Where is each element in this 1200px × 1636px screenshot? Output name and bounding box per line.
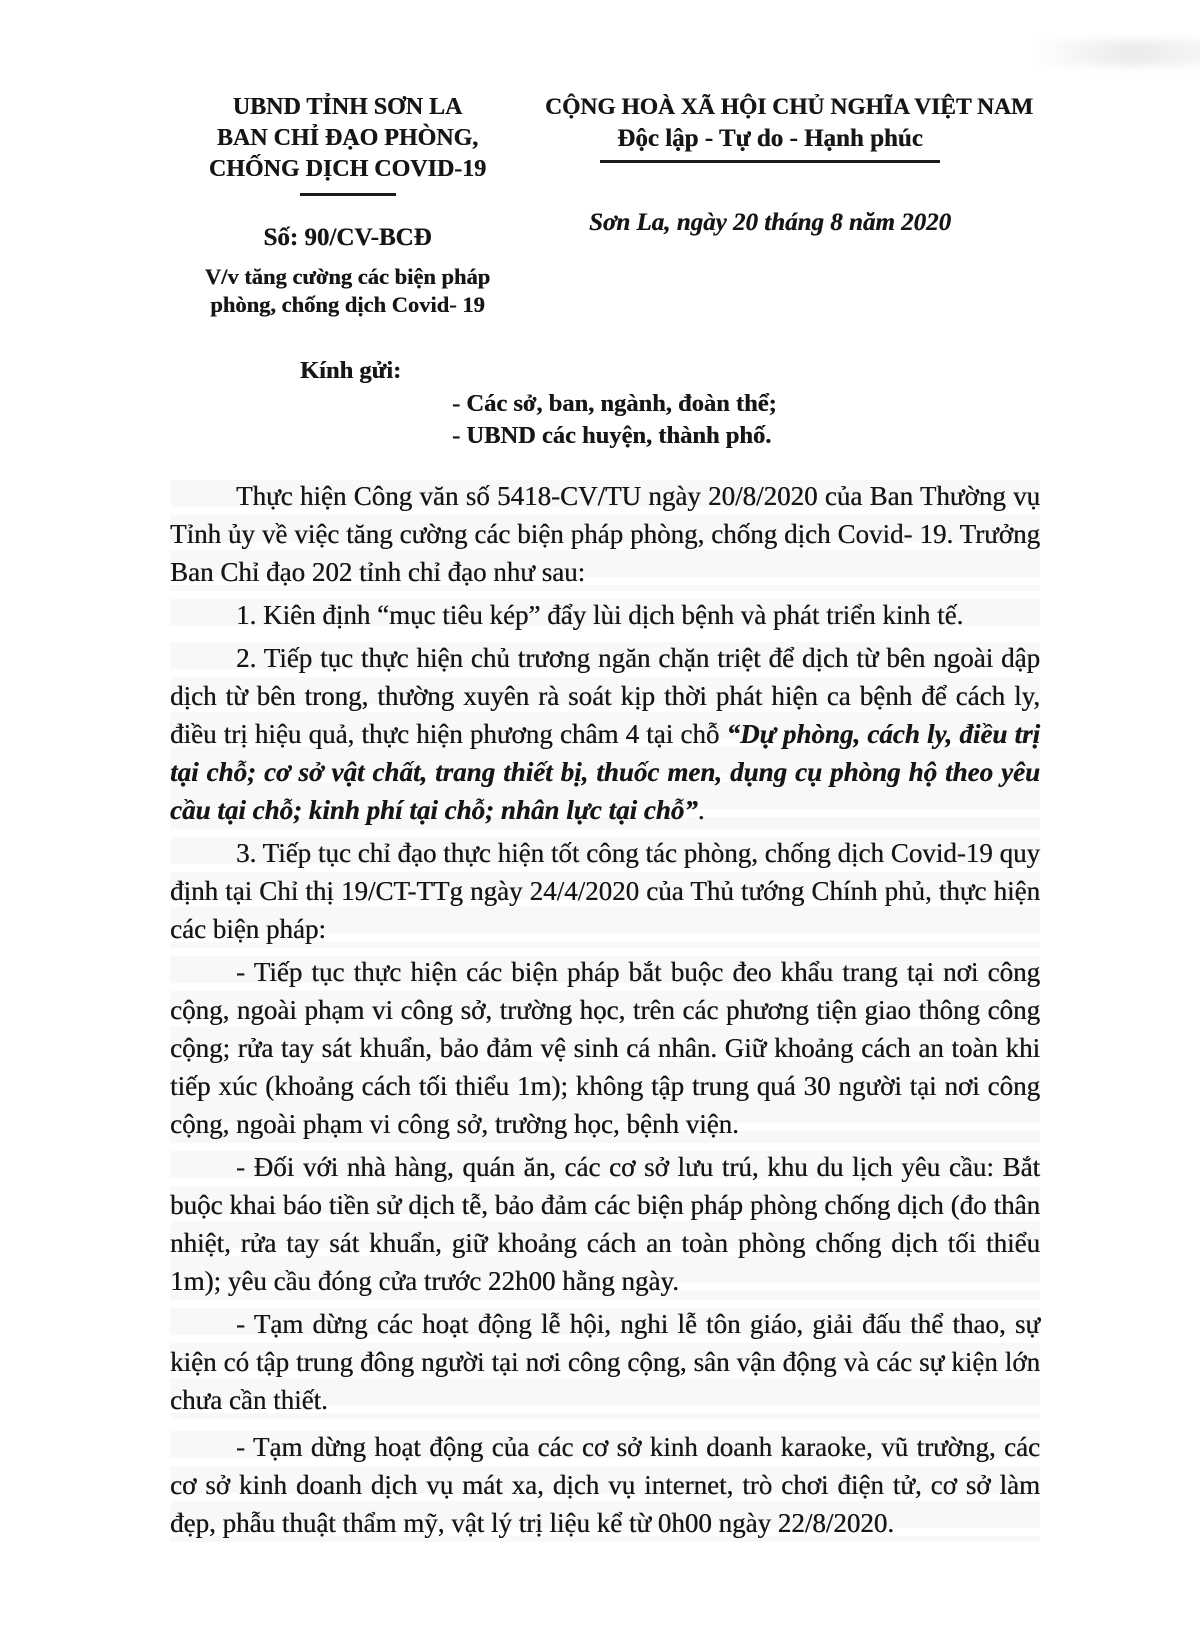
document-body: [170, 477, 1040, 1542]
authority-name-line2: CHỐNG DỊCH COVID-19: [208, 156, 487, 182]
recipient-item: - Các sở, ban, ngành, đoàn thể;: [452, 390, 777, 417]
salutation-label: Kính gửi:: [300, 357, 402, 384]
subject-line1: V/v tăng cường các biện pháp: [204, 264, 491, 289]
motto-divider: [600, 160, 940, 163]
national-motto-block: [545, 92, 1034, 238]
paragraph-item-2: [170, 639, 1040, 829]
authority-name-line1: BAN CHỈ ĐẠO PHÒNG,: [216, 125, 479, 151]
item-2-quote: “Dự phòng, cách ly, điều trị tại chỗ; cơ sở vật chất, trang thiết bị, thuốc men, dụng cụ phòng hộ theo yêu cầu tại chỗ; kinh phí tại chỗ; nhân lực tại chỗ”: [170, 719, 1041, 825]
item-2-tail: .: [697, 795, 705, 825]
document-header: [0, 0, 1200, 319]
paragraph-measure-events: - Tạm dừng các hoạt động lễ hội, nghi lễ tôn giáo, giải đấu thể thao, sự kiện có tập trung đông người tại nơi công cộng, sân vận động và các sự kiện lớn chưa cần thiết.: [170, 1305, 1040, 1419]
authority-divider: [300, 193, 396, 196]
paragraph-measure-business-suspension: - Tạm dừng hoạt động của các cơ sở kinh doanh karaoke, vũ trường, các cơ sở kinh doanh dịch vụ mát xa, dịch vụ internet, trò chơi điện tử, cơ sở làm đẹp, phẫu thuật thẩm mỹ, vật lý trị liệu kể từ 0h00 ngày 22/8/2020.: [170, 1428, 1040, 1542]
paragraph-intro: Thực hiện Công văn số 5418-CV/TU ngày 20/8/2020 của Ban Thường vụ Tỉnh ủy về việc tăng cường các biện pháp phòng, chống dịch Covid- 19. Trưởng Ban Chỉ đạo 202 tỉnh chỉ đạo như sau:: [170, 477, 1040, 591]
paragraph-item-1: 1. Kiên định “mục tiêu kép” đẩy lùi dịch bệnh và phát triển kinh tế.: [170, 596, 1040, 634]
paragraph-measure-restaurants: - Đối với nhà hàng, quán ăn, các cơ sở lưu trú, khu du lịch yêu cầu: Bắt buộc khai báo tiền sử dịch tễ, bảo đảm các biện pháp phòng chống dịch (đo thân nhiệt, rửa tay sát khuẩn, giữ khoảng cách an toàn phòng chống dịch tối thiểu 1m); yêu cầu đóng cửa trước 22h00 hằng ngày.: [170, 1148, 1040, 1300]
recipient-list: [452, 388, 1200, 451]
country-name: CỘNG HOÀ XÃ HỘI CHỦ NGHĨA VIỆT NAM: [545, 94, 1034, 120]
document-number: Số: 90/CV-BCĐ: [263, 224, 432, 251]
recipient-item: - UBND các huyện, thành phố.: [452, 421, 772, 449]
paragraph-measure-masks: - Tiếp tục thực hiện các biện pháp bắt buộc đeo khẩu trang tại nơi công cộng, ngoài phạm vi công sở, trường học, trên các phương tiện giao thông công cộng; rửa tay sát khuẩn, bảo đảm vệ sinh cá nhân. Giữ khoảng cách an toàn khi tiếp xúc (khoảng cách tối thiểu 1m); không tập trung quá 30 người tại nơi công cộng, ngoài phạm vi công sở, trường học, bệnh viện.: [170, 953, 1040, 1143]
authority-parent: UBND TỈNH SƠN LA: [232, 94, 463, 120]
subject-line2: phòng, chống dịch Covid- 19: [210, 292, 485, 317]
place-dateline: Sơn La, ngày 20 tháng 8 năm 2020: [588, 209, 952, 236]
paragraph-item-3: 3. Tiếp tục chỉ đạo thực hiện tốt công tác phòng, chống dịch Covid-19 quy định tại Chỉ thị 19/CT-TTg ngày 24/4/2020 của Thủ tướng Chính phủ, thực hiện các biện pháp:: [170, 834, 1040, 948]
national-motto: Độc lập - Tự do - Hạnh phúc: [617, 125, 923, 152]
item-2-lead: 2. Tiếp tục thực hiện chủ trương ngăn chặn triệt để dịch từ bên ngoài dập dịch từ bên trong, thường xuyên rà soát kịp thời phát hiện ca bệnh để cách ly, điều trị hiệu quả, thực hiện phương châm 4 tại chỗ: [170, 643, 1040, 749]
issuing-authority-block: [150, 92, 545, 319]
salutation-section: [0, 355, 1200, 451]
document-subject: [150, 263, 545, 319]
scan-smudge-artifact: [1032, 40, 1200, 66]
